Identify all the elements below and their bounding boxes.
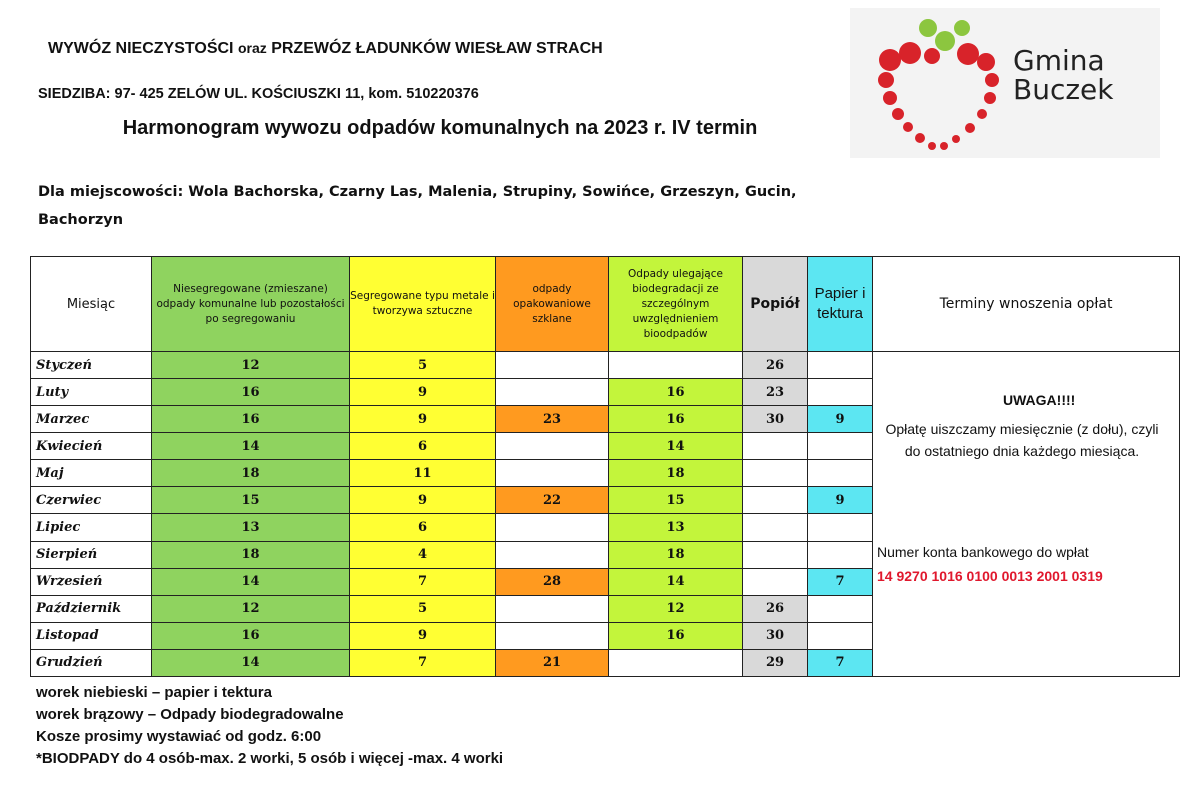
cell-bio: 14 (609, 568, 743, 595)
cell-month: Luty (31, 379, 152, 406)
cell-metal: 9 (350, 622, 496, 649)
localities-line: Dla miejscowości: Wola Bachorska, Czarny Las, Malenia, Strupiny, Sowińce, Grzeszyn, Gucin, Bachorzyn (38, 184, 797, 228)
cell-mixed: 16 (152, 622, 350, 649)
cell-paper (808, 514, 873, 541)
cell-month: Czerwiec (31, 487, 152, 514)
cell-month: Grudzień (31, 649, 152, 676)
cell-bio (609, 649, 743, 676)
company-name (48, 40, 603, 58)
cell-paper (808, 352, 873, 379)
cell-ash (743, 460, 808, 487)
cell-ash: 26 (743, 352, 808, 379)
cell-glass (496, 379, 609, 406)
cell-paper: 7 (808, 568, 873, 595)
cell-glass (496, 622, 609, 649)
cell-ash: 26 (743, 595, 808, 622)
cell-paper (808, 379, 873, 406)
cell-metal: 9 (350, 487, 496, 514)
cell-metal: 11 (350, 460, 496, 487)
fees-note (873, 352, 1179, 676)
footer-notes (36, 682, 503, 770)
cell-month: Styczeń (31, 352, 152, 379)
cell-bio (609, 352, 743, 379)
cell-metal: 9 (350, 406, 496, 433)
cell-metal: 6 (350, 514, 496, 541)
cell-ash (743, 541, 808, 568)
cell-paper (808, 595, 873, 622)
gmina-logo (850, 8, 1160, 158)
cell-mixed: 16 (152, 379, 350, 406)
cell-paper (808, 433, 873, 460)
cell-bio: 16 (609, 622, 743, 649)
company-seat: SIEDZIBA: 97- 425 ZELÓW UL. KOŚCIUSZKI 11, kom. 510220376 (38, 86, 479, 102)
note-text: Opłatę uiszczamy miesięcznie (z dołu), czyli do ostatniego dnia każdego miesiąca. (885, 421, 1159, 459)
cell-glass (496, 433, 609, 460)
bank-account-number: 14 9270 1016 0100 0013 2001 0319 (877, 568, 1109, 584)
cell-month: Listopad (31, 622, 152, 649)
logo-line2: Buczek (1013, 73, 1114, 106)
schedule-table (30, 256, 1180, 677)
footer-line: worek brązowy – Odpady biodegradowalne (36, 706, 344, 723)
cell-mixed: 12 (152, 595, 350, 622)
cell-glass: 22 (496, 487, 609, 514)
cell-mixed: 14 (152, 649, 350, 676)
cell-paper: 9 (808, 487, 873, 514)
bank-label: Numer konta bankowego do wpłat (877, 544, 1089, 560)
cell-mixed: 12 (152, 352, 350, 379)
heart-dots-icon (850, 8, 1010, 158)
header-ash: Popiół (743, 257, 808, 352)
company-name-part3: PRZEWÓZ ŁADUNKÓW WIESŁAW STRACH (271, 40, 603, 57)
cell-mixed: 18 (152, 541, 350, 568)
cell-month: Wrzesień (31, 568, 152, 595)
cell-ash (743, 487, 808, 514)
header-metal: Segregowane typu metale i tworzywa sztuczne (350, 257, 496, 352)
cell-mixed: 16 (152, 406, 350, 433)
cell-ash (743, 433, 808, 460)
cell-bio: 16 (609, 379, 743, 406)
table-row (31, 352, 1180, 379)
cell-ash: 30 (743, 406, 808, 433)
cell-month: Październik (31, 595, 152, 622)
cell-bio: 13 (609, 514, 743, 541)
cell-month: Sierpień (31, 541, 152, 568)
cell-metal: 6 (350, 433, 496, 460)
cell-mixed: 13 (152, 514, 350, 541)
cell-paper (808, 541, 873, 568)
header-month: Miesiąc (31, 257, 152, 352)
cell-glass (496, 460, 609, 487)
cell-ash: 23 (743, 379, 808, 406)
cell-bio: 15 (609, 487, 743, 514)
cell-mixed: 14 (152, 568, 350, 595)
cell-glass (496, 541, 609, 568)
company-name-part2: oraz (237, 40, 267, 56)
cell-paper: 7 (808, 649, 873, 676)
header-fees: Terminy wnoszenia opłat (873, 257, 1180, 352)
note-warning: UWAGA!!!! (1003, 392, 1076, 408)
cell-metal: 7 (350, 649, 496, 676)
header-bio: Odpady ulegające biodegradacji ze szczególnym uwzględnieniem bioodpadów (609, 257, 743, 352)
logo-line1: Gmina (1013, 44, 1105, 77)
cell-mixed: 14 (152, 433, 350, 460)
cell-paper (808, 460, 873, 487)
cell-bio: 12 (609, 595, 743, 622)
cell-glass (496, 595, 609, 622)
cell-paper: 9 (808, 406, 873, 433)
header-glass: odpady opakowaniowe szklane (496, 257, 609, 352)
cell-mixed: 15 (152, 487, 350, 514)
header-mixed: Niesegregowane (zmieszane) odpady komunalne lub pozostałości po segregowaniu (152, 257, 350, 352)
cell-ash: 29 (743, 649, 808, 676)
cell-bio: 14 (609, 433, 743, 460)
cell-month: Kwiecień (31, 433, 152, 460)
cell-metal: 5 (350, 595, 496, 622)
table-header-row (31, 257, 1180, 352)
cell-ash (743, 568, 808, 595)
cell-month: Marzec (31, 406, 152, 433)
company-name-part1: WYWÓZ NIECZYSTOŚCI (48, 40, 234, 57)
cell-month: Lipiec (31, 514, 152, 541)
page-title: Harmonogram wywozu odpadów komunalnych na 2023 r. IV termin (122, 117, 758, 139)
cell-month: Maj (31, 460, 152, 487)
cell-glass (496, 352, 609, 379)
cell-bio: 18 (609, 460, 743, 487)
header-paper: Papier i tektura (808, 257, 873, 352)
cell-bio: 18 (609, 541, 743, 568)
cell-metal: 4 (350, 541, 496, 568)
cell-ash (743, 514, 808, 541)
cell-glass (496, 514, 609, 541)
footer-line: *BIODPADY do 4 osób-max. 2 worki, 5 osób i więcej -max. 4 worki (36, 750, 504, 767)
cell-mixed: 18 (152, 460, 350, 487)
cell-metal: 7 (350, 568, 496, 595)
cell-ash: 30 (743, 622, 808, 649)
cell-metal: 9 (350, 379, 496, 406)
logo-text (1013, 46, 1114, 104)
cell-glass: 21 (496, 649, 609, 676)
cell-bio: 16 (609, 406, 743, 433)
cell-paper (808, 622, 873, 649)
fees-note-cell (873, 352, 1180, 677)
footer-line: Kosze prosimy wystawiać od godz. 6:00 (36, 728, 322, 745)
cell-metal: 5 (350, 352, 496, 379)
footer-line: worek niebieski – papier i tektura (36, 684, 272, 701)
cell-glass: 28 (496, 568, 609, 595)
cell-glass: 23 (496, 406, 609, 433)
